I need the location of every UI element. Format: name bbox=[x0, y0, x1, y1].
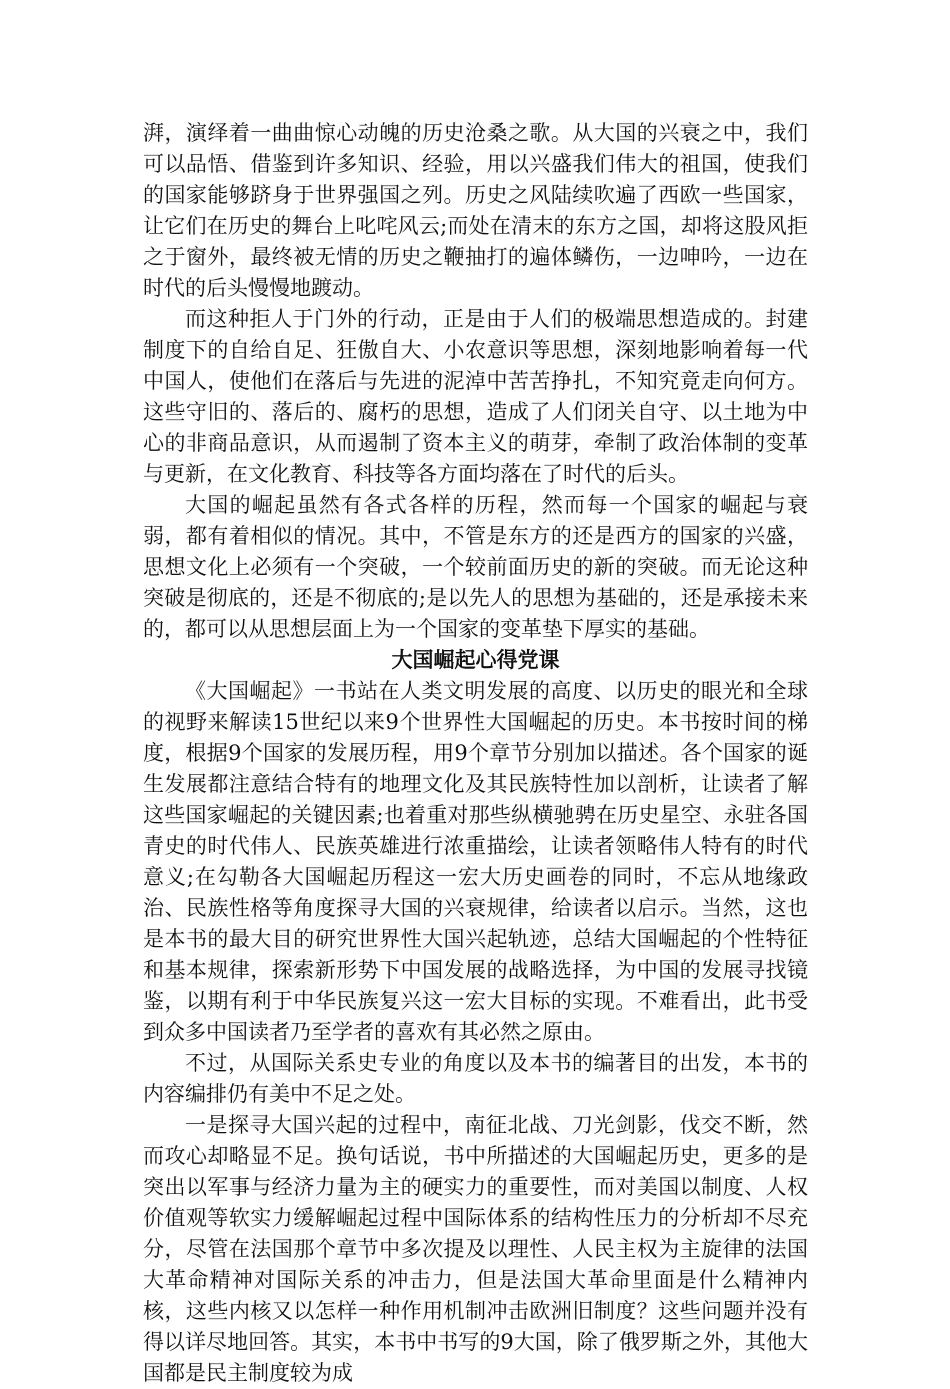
paragraph: 《大国崛起》一书站在人类文明发展的高度、以历史的眼光和全球的视野来解读15世纪以来9个世界性大国崛起的历史。本书按时间的梯度，根据9个国家的发展历程，用9个章节分别加以描述。各个国家的诞生发展都注意结合特有的地理文化及其民族特性加以剖析，让读者了解这些国家崛起的关键因素;也着重对那些纵横驰骋在历史星空、永驻各国青史的时代伟人、民族英雄进行浓重描绘，让读者领略伟人特有的时代意义;在勾勒各大国崛起历程这一宏大历史画卷的同时，不忘从地缘政治、民族性格等角度探寻大国的兴衰规律，给读者以启示。当然，这也是本书的最大目的研究世界性大国兴起轨迹，总结大国崛起的个性特征和基本规律，探索新形势下中国发展的战略选择，为中国的发展寻找镜鉴，以期有利于中华民族复兴这一宏大目标的实现。不难看出，此书受到众多中国读者乃至学者的喜欢有其必然之原由。 bbox=[143, 679, 808, 1044]
document-body bbox=[143, 118, 808, 1389]
paragraph: 大国的崛起虽然有各式各样的历程，然而每一个国家的崛起与衰弱，都有着相似的情况。其中，不管是东方的还是西方的国家的兴盛，思想文化上必须有一个突破，一个较前面历史的新的突破。而无论这种突破是彻底的，还是不彻底的;是以先人的思想为基础的，还是承接未来的，都可以从思想层面上为一个国家的变革垫下厚实的基础。 bbox=[143, 493, 808, 641]
paragraph: 而这种拒人于门外的行动，正是由于人们的极端思想造成的。封建制度下的自给自足、狂傲自大、小农意识等思想，深刻地影响着每一代中国人，使他们在落后与先进的泥淖中苦苦挣扎，不知究竟走向何方。这些守旧的、落后的、腐朽的思想，造成了人们闭关自守、以土地为中心的非商品意识，从而遏制了资本主义的萌芽，牵制了政治体制的变革与更新，在文化教育、科技等各方面均落在了时代的后头。 bbox=[143, 307, 808, 486]
paragraph: 一是探寻大国兴起的过程中，南征北战、刀光剑影，伐交不断，然而攻心却略显不足。换句话说，书中所描述的大国崛起历史，更多的是突出以军事与经济力量为主的硬实力的重要性，而对美国以制度、人权价值观等软实力缓解崛起过程中国际体系的结构性压力的分析却不尽充分，尽管在法国那个章节中多次提及以理性、人民主权为主旋律的法国大革命精神对国际关系的冲击力，但是法国大革命里面是什么精神内核，这些内核又以怎样一种作用机制冲击欧洲旧制度？这些问题并没有得以详尽地回答。其实，本书中书写的9大国，除了俄罗斯之外，其他大国都是民主制度较为成 bbox=[143, 1113, 808, 1385]
paragraph-continued: 湃，演绎着一曲曲惊心动魄的历史沧桑之歌。从大国的兴衰之中，我们可以品悟、借鉴到许多知识、经验，用以兴盛我们伟大的祖国，使我们的国家能够跻身于世界强国之列。历史之风陆续吹遍了西欧一些国家，让它们在历史的舞台上叱咤风云;而处在清末的东方之国，却将这股风拒之于窗外，最终被无情的历史之鞭抽打的遍体鳞伤，一边呻吟，一边在时代的后头慢慢地踱动。 bbox=[143, 121, 808, 300]
paragraph: 不过，从国际关系史专业的角度以及本书的编著目的出发，本书的内容编排仍有美中不足之处。 bbox=[143, 1051, 808, 1106]
section-title: 大国崛起心得党课 bbox=[391, 648, 560, 672]
